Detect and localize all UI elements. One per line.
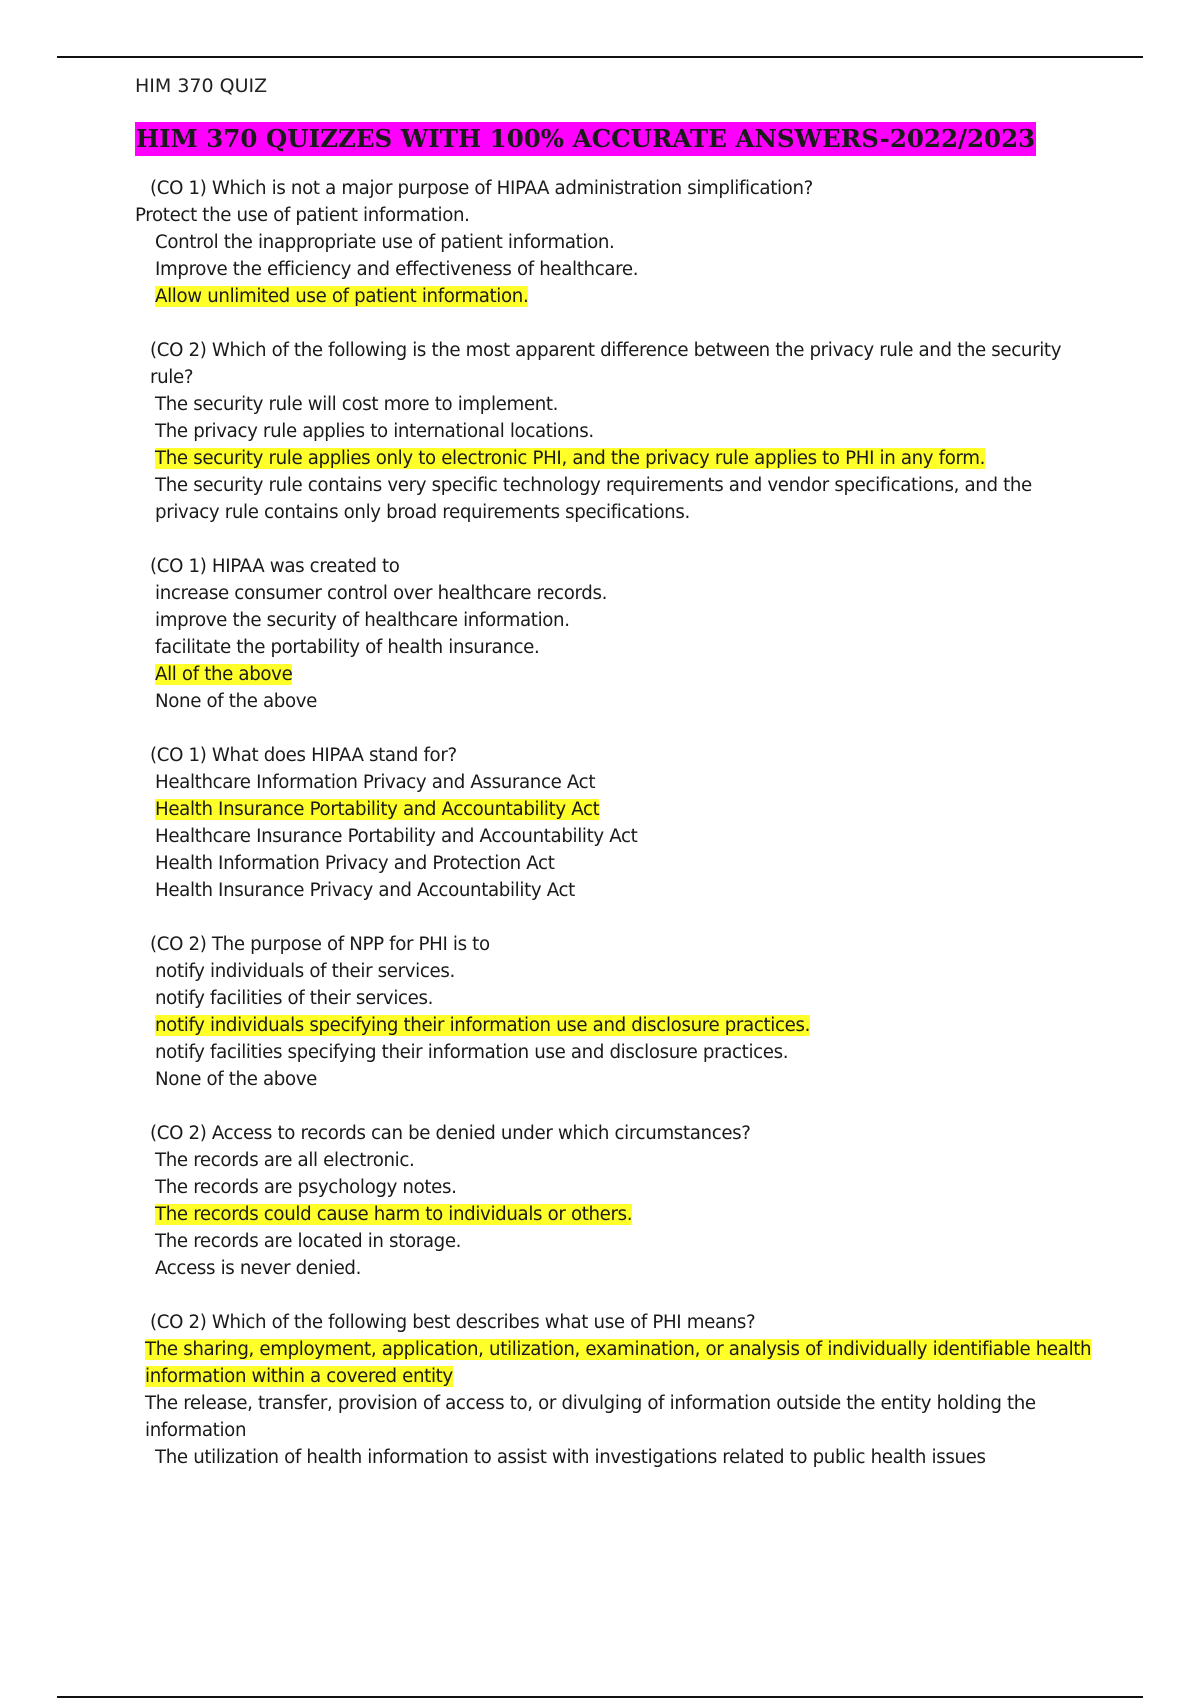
question-text xyxy=(135,337,1095,391)
answer-option: The security rule will cost more to implement. xyxy=(155,394,559,415)
question-3 xyxy=(135,553,1095,715)
question-1 xyxy=(135,175,1095,310)
document-title: HIM 370 QUIZZES WITH 100% ACCURATE ANSWERS-2022/2023 xyxy=(135,122,1036,156)
answer-option: The security rule contains very specific technology requirements and vendor specifications, and the privacy rule contains only broad requirements specifications. xyxy=(155,475,1032,523)
answer-option: The privacy rule applies to international locations. xyxy=(155,421,594,442)
answer-option: Protect the use of patient information. xyxy=(135,205,470,226)
question-text: (CO 1) HIPAA was created to xyxy=(150,556,400,577)
answer-option: Improve the efficiency and effectiveness of healthcare. xyxy=(155,259,639,280)
answer-option: improve the security of healthcare information. xyxy=(155,610,570,631)
correct-answer-option xyxy=(135,1201,1095,1228)
answer-option: The utilization of health information to assist with investigations related to public health issues xyxy=(155,1447,986,1468)
question-text: (CO 1) Which is not a major purpose of HIPAA administration simplification? xyxy=(150,178,813,199)
bottom-rule xyxy=(57,1696,1143,1698)
answer-option: The records are psychology notes. xyxy=(155,1177,457,1198)
correct-answer-highlight: notify individuals specifying their information use and disclosure practices. xyxy=(155,1015,811,1036)
question-7 xyxy=(135,1309,1095,1471)
correct-answer-option xyxy=(135,661,1095,688)
quiz-content xyxy=(135,175,1095,1471)
answer-option: None of the above xyxy=(155,1069,317,1090)
question-text-line: (CO 2) Which of the following is the most apparent difference between the privacy rule and the security rule? xyxy=(150,340,1062,388)
question-5 xyxy=(135,931,1095,1093)
answer-option: The records are located in storage. xyxy=(155,1231,462,1252)
correct-answer-option xyxy=(135,283,1095,310)
title-wrap xyxy=(135,122,1036,156)
answer-option: facilitate the portability of health insurance. xyxy=(155,637,540,658)
answer-option: Control the inappropriate use of patient information. xyxy=(155,232,615,253)
correct-answer-option xyxy=(135,445,1095,472)
top-rule xyxy=(57,56,1143,58)
question-text: (CO 1) What does HIPAA stand for? xyxy=(150,745,457,766)
page-header-label: HIM 370 QUIZ xyxy=(135,75,268,97)
correct-answer-option xyxy=(135,1012,1095,1039)
answer-option: None of the above xyxy=(155,691,317,712)
answer-option: Access is never denied. xyxy=(155,1258,362,1279)
correct-answer-highlight: Allow unlimited use of patient information. xyxy=(155,286,529,307)
correct-answer-highlight: Health Insurance Portability and Accountability Act xyxy=(155,799,600,820)
answer-option: Healthcare Insurance Portability and Accountability Act xyxy=(155,826,638,847)
correct-answer-highlight: The sharing, employment, application, utilization, examination, or analysis of individually identifiable health information within a covered entity xyxy=(145,1339,1092,1387)
correct-answer-option xyxy=(135,796,1095,823)
correct-answer-highlight: The records could cause harm to individuals or others. xyxy=(155,1204,633,1225)
question-text: (CO 2) Which of the following best describes what use of PHI means? xyxy=(150,1312,756,1333)
answer-option: notify facilities specifying their information use and disclosure practices. xyxy=(155,1042,789,1063)
question-6 xyxy=(135,1120,1095,1282)
question-text: (CO 2) The purpose of NPP for PHI is to xyxy=(150,934,490,955)
question-text: (CO 2) Access to records can be denied under which circumstances? xyxy=(150,1123,751,1144)
answer-option: The records are all electronic. xyxy=(155,1150,415,1171)
correct-answer-highlight: The security rule applies only to electronic PHI, and the privacy rule applies to PHI in any form. xyxy=(155,448,986,469)
answer-option: increase consumer control over healthcare records. xyxy=(155,583,608,604)
answer-option: Healthcare Information Privacy and Assurance Act xyxy=(155,772,596,793)
answer-option: notify facilities of their services. xyxy=(155,988,434,1009)
answer-option: Health Information Privacy and Protection Act xyxy=(155,853,555,874)
answer-option: notify individuals of their services. xyxy=(155,961,455,982)
correct-answer-option xyxy=(135,1336,1095,1390)
question-2 xyxy=(135,337,1095,526)
correct-answer-highlight: All of the above xyxy=(155,664,293,685)
answer-option: Health Insurance Privacy and Accountability Act xyxy=(155,880,575,901)
answer-option: The release, transfer, provision of access to, or divulging of information outside the entity holding the information xyxy=(145,1393,1036,1441)
question-4 xyxy=(135,742,1095,904)
